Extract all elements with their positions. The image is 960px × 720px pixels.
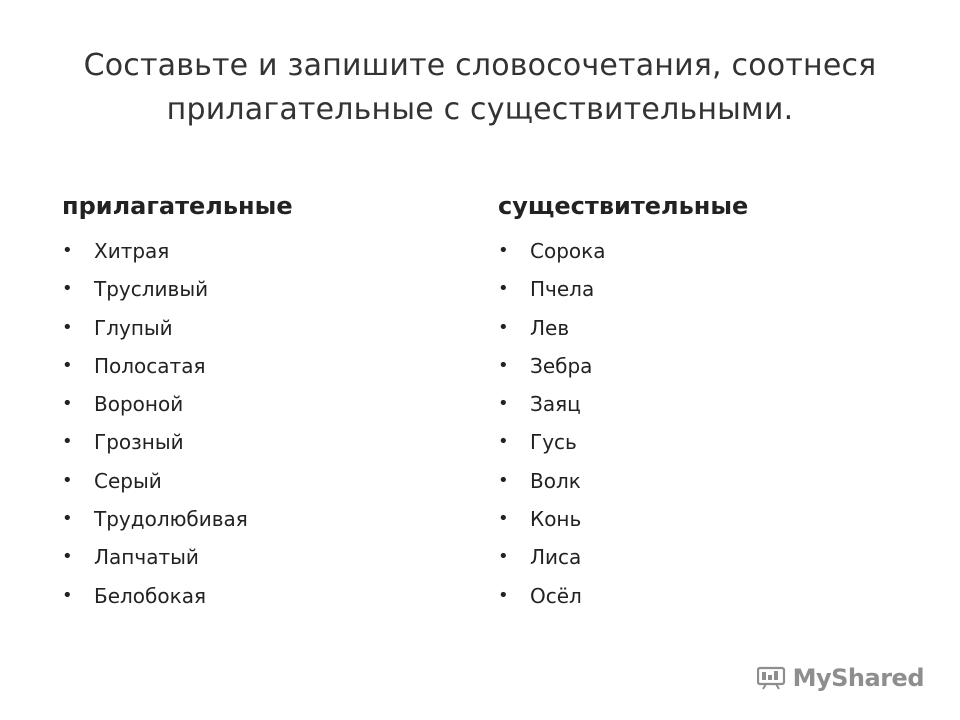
list-item: • Сорока [498,232,748,270]
adjectives-list [62,232,293,615]
list-item: • Трудолюбивая [62,500,293,538]
watermark-text: MyShared [792,664,924,692]
bullet-icon: • [498,546,509,568]
list-item: • Лев [498,309,748,347]
list-item: • Трусливый [62,270,293,308]
list-item: • Гусь [498,423,748,461]
bullet-icon: • [62,508,73,530]
list-item: • Вороной [62,385,293,423]
bullet-icon: • [498,278,509,300]
bullet-icon: • [62,240,73,261]
nouns-column [498,190,748,615]
bullet-icon: • [498,431,509,453]
bullet-icon: • [62,278,73,300]
adjectives-column [62,190,293,615]
bullet-icon: • [62,584,73,606]
adjectives-heading: прилагательные [62,192,293,220]
bullet-icon: • [498,354,509,376]
bullet-icon: • [498,508,509,530]
bullet-icon: • [62,431,73,453]
bullet-icon: • [498,240,509,261]
list-item: • Лиса [498,538,748,576]
bullet-icon: • [498,469,509,491]
myshared-watermark[interactable] [757,664,924,692]
list-item: • Грозный [62,423,293,461]
bullet-icon: • [62,354,73,376]
nouns-list [498,232,748,615]
list-item: • Осёл [498,577,748,615]
bullet-icon: • [498,584,509,606]
list-item: • Волк [498,462,748,500]
bullet-icon: • [62,316,73,338]
bullet-icon: • [62,393,73,415]
slide-title: Составьте и запишите словосочетания, соотнеся прилагательные с существительными. [83,48,877,127]
list-item: • Заяц [498,385,748,423]
list-item: • Пчела [498,270,748,308]
bullet-icon: • [498,393,509,415]
bullet-icon: • [62,546,73,568]
bullet-icon: • [62,469,73,491]
nouns-heading: существительные [498,192,749,220]
list-item: • Зебра [498,347,748,385]
list-item: • Полосатая [62,347,293,385]
list-item: • Белобокая [62,577,293,615]
list-item: • Хитрая [62,232,293,270]
bullet-icon: • [498,316,509,338]
list-item: • Глупый [62,309,293,347]
presentation-board-icon [757,666,787,690]
list-item: • Лапчатый [62,538,293,576]
list-item: • Серый [62,462,293,500]
list-item: • Конь [498,500,748,538]
